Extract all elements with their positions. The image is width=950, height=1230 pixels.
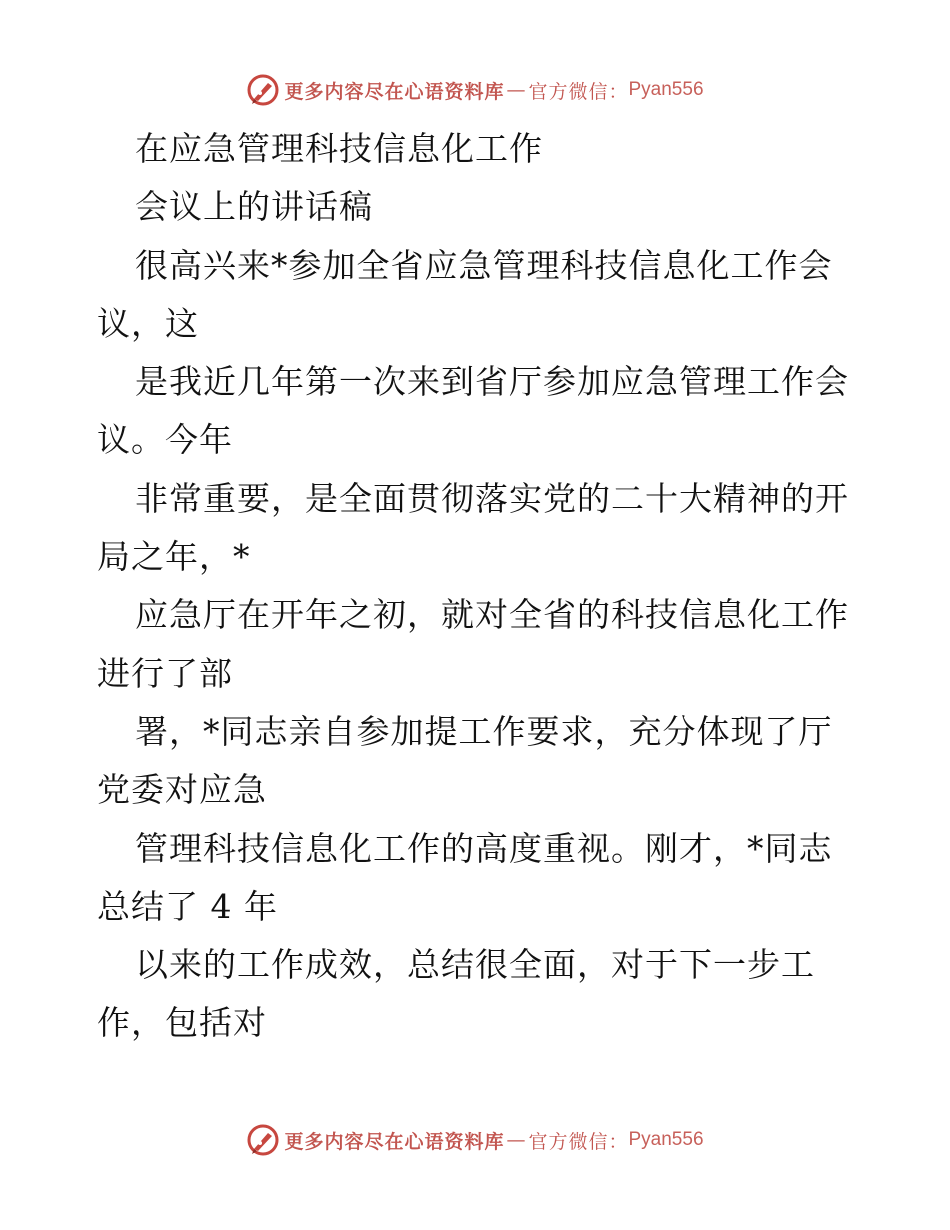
text-line: 是我近几年第一次来到省厅参加应急管理工作会 [135,362,849,402]
text-line: 总结了 4 年 [97,886,278,926]
speech-body [97,120,857,1053]
pen-logo-icon [246,1123,280,1157]
text-line: 管理科技信息化工作的高度重视。刚才，*同志 [135,828,833,868]
footer-watermark [0,1120,950,1160]
watermark-wechat-id: Pyan556 [628,1129,704,1150]
text-line: 非常重要，是全面贯彻落实党的二十大精神的开 [135,478,849,518]
watermark-main-text: 更多内容尽在心语资料库 [284,1130,505,1153]
text-line: 以来的工作成效，总结很全面，对于下一步工 [135,945,815,985]
watermark-wechat-id: Pyan556 [628,79,704,100]
text-line: 在应急管理科技信息化工作 [135,129,543,168]
watermark-separator: — [506,79,527,101]
text-line: 局之年，* [97,537,251,577]
text-line: 作，包括对 [97,1003,267,1043]
text-line: 议，这 [97,303,199,343]
text-line: 党委对应急 [97,770,267,810]
text-line: 署，*同志亲自参加提工作要求，充分体现了厅 [135,711,833,751]
watermark-label: 官方微信： [528,1130,629,1153]
header-watermark [0,70,950,110]
watermark-label: 官方微信： [528,80,629,103]
pen-logo-icon [246,73,280,107]
text-line: 很高兴来*参加全省应急管理科技信息化工作会 [135,245,833,285]
watermark-separator: — [506,1129,527,1151]
text-line: 进行了部 [97,653,233,693]
watermark-main-text: 更多内容尽在心语资料库 [284,80,505,103]
text-line: 会议上的讲话稿 [135,187,373,227]
text-line: 应急厅在开年之初，就对全省的科技信息化工作 [135,595,849,635]
text-line: 议。今年 [97,420,233,460]
